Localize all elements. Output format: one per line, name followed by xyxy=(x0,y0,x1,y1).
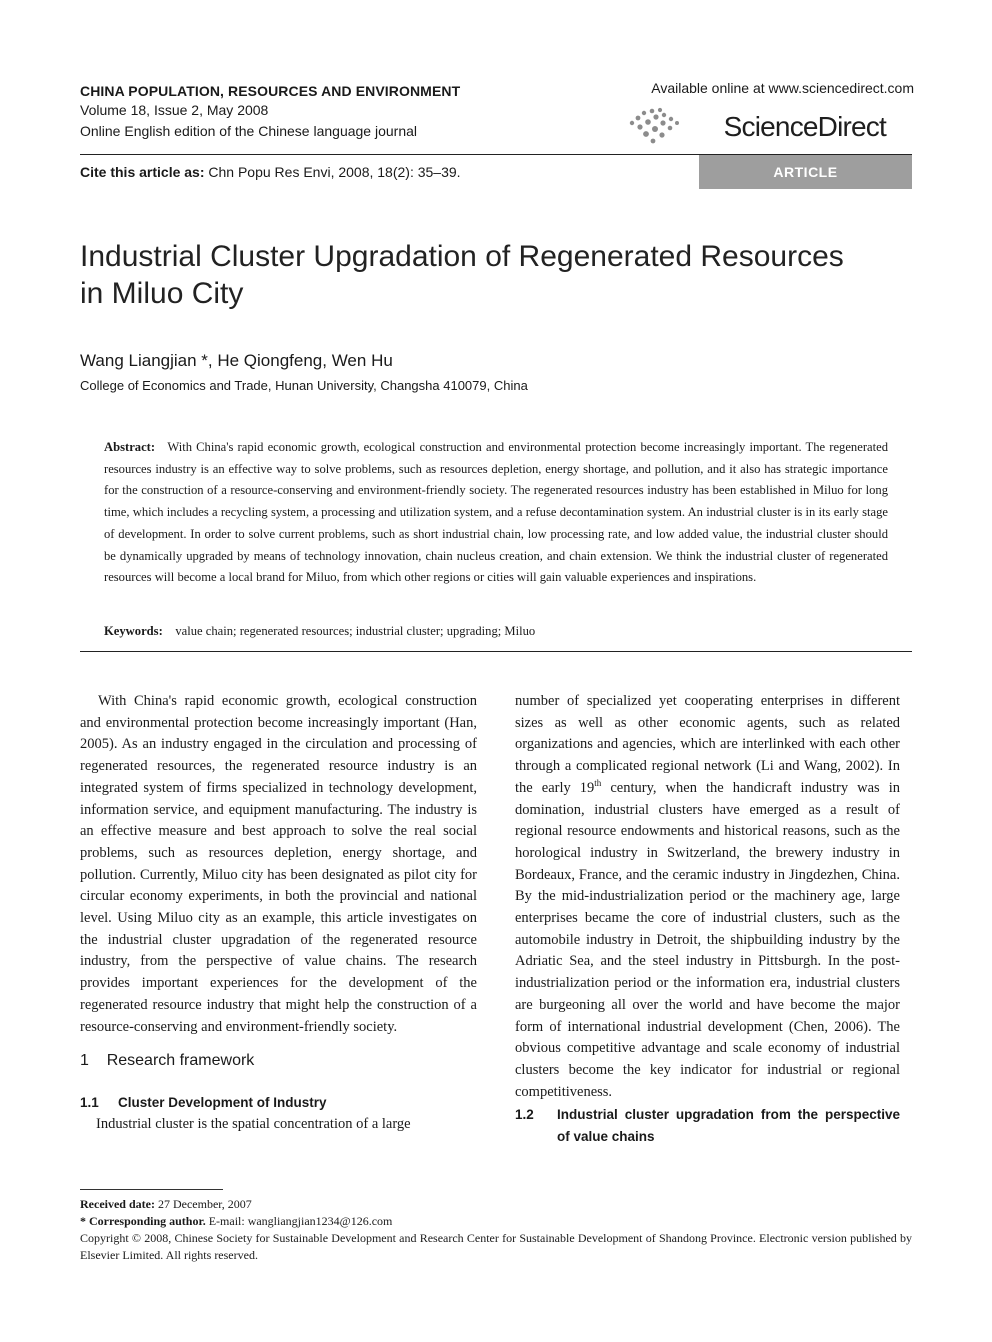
paper-title-line2: in Miluo City xyxy=(80,277,244,310)
corresponding-author xyxy=(80,1213,912,1230)
footnote-divider xyxy=(80,1189,223,1190)
section-1-heading xyxy=(80,1050,477,1072)
copyright-notice: Copyright © 2008, Chinese Society for Sustainable Development and Research Center for Sustainable Development of Shandong Province. Electronic version published by Elsevier Limited. All rights reserved. xyxy=(80,1231,912,1262)
keywords-text: value chain; regenerated resources; industrial cluster; upgrading; Miluo xyxy=(175,624,536,638)
abstract xyxy=(104,437,888,589)
section-1-number: 1 xyxy=(80,1052,89,1070)
sciencedirect-wordmark: ScienceDirect xyxy=(723,111,886,142)
abstract-label: Abstract: xyxy=(104,440,156,454)
authors: Wang Liangjian *, He Qiongfeng, Wen Hu xyxy=(80,351,393,370)
subsection-1-2-heading xyxy=(515,1104,900,1148)
superscript-th: th xyxy=(594,777,602,788)
journal-info xyxy=(80,82,600,142)
section-1-title: Research framework xyxy=(106,1052,255,1070)
citation xyxy=(80,163,461,181)
intro-paragraph: With China's rapid economic growth, ecological construction and environmental protection become increasingly important (Han, 2005). As an industry engaged in the circulation and processing of regenerated resources, the regenerated resource industry is an integrated system of firms specialized in technology development, information service, and equipment manufacturing. The industry is an effective measure and best approach to solve the real social problems, such as resources depletion, energy shortage, and pollution. Currently, Miluo city has been designated as pilot city for circular economy experiments, in both the provincial and national level. Using Miluo city as an example, this article investigates on the industrial cluster upgradation of the regenerated resource industry, from the perspective of value chains. The research provides important experiences for the development of the regenerated resource industry that might help the construction of a resource-conserving and environment-friendly society. xyxy=(80,693,477,1035)
cluster-paragraph-part1: number of specialized yet cooperating enterprises in different sizes as well as other economic agents, such as related organizations and agencies, which are interlinked with each other through a complicated regional network (Li and Wang, 2002). In the early 19 xyxy=(515,693,900,796)
journal-edition: Online English edition of the Chinese language journal xyxy=(80,123,418,139)
footnotes xyxy=(80,1196,912,1264)
corresponding-email[interactable]: E-mail: wangliangjian1234@126.com xyxy=(208,1214,393,1228)
subsection-1-1-text: Industrial cluster is the spatial concentration of a large xyxy=(96,1115,411,1132)
cluster-paragraph-part2: century, when the handicraft industry was in domination, industrial clusters have emerged as a result of regional resource endowments and historical reasons, such as the horological industry in Switzerland, the brewery industry in Bordeaux, France, and the ceramic industry in Jingdezhen, China. By the mid-industrialization period or the machinery age, large enterprises became the core of industrial clusters, such as the automobile industry in Detroit, the shipbuilding industry by the Adriatic Sea, and the steel industry in Pittsburgh. In the post-industrialization period or the information era, industrial clusters are burgeoning all over the world and have become the major form of international industrial development (Chen, 2006). The obvious competitive advantage and scale economy of industrial clusters become the key indicator for industrial or regional competitiveness. xyxy=(515,779,900,1100)
subsection-1-2-number: 1.2 xyxy=(515,1107,534,1123)
sciencedirect-dots-icon xyxy=(626,107,686,147)
received-value: 27 December, 2007 xyxy=(157,1197,252,1211)
journal-volume: Volume 18, Issue 2, May 2008 xyxy=(80,102,269,118)
received-date xyxy=(80,1196,912,1213)
subsection-1-1-number: 1.1 xyxy=(80,1094,99,1110)
keywords xyxy=(104,622,888,640)
paper-title xyxy=(80,238,912,312)
corresponding-label: * Corresponding author. xyxy=(80,1214,206,1228)
abstract-text: With China's rapid economic growth, ecological construction and environmental protection become increasingly important. The regenerated resources industry is an effective way to solve problems, such as resources depletion, energy shortage, and pollution, and it also has strategic importance for the construction of a resource-conserving and environment-friendly society. The regenerated resources industry has been established in Miluo for long time, which includes a recycling system, a processing and utilization system, and a refuse decontamination system. An industrial cluster is in its early stage of development. In order to solve current problems, such as short industrial chain, low processing rate, and low added value, the industrial cluster should be dynamically upgraded by means of technology innovation, chain nucleus creation, and chain extension. We think the industrial cluster of regenerated resources will become a local brand for Miluo, from which other regions or cities will gain valuable experiences and inspirations. xyxy=(104,440,888,585)
cite-text: Chn Popu Res Envi, 2008, 18(2): 35–39. xyxy=(208,164,461,180)
subsection-1-1-heading xyxy=(80,1092,477,1114)
body-left-column xyxy=(80,691,477,1135)
cite-label: Cite this article as: xyxy=(80,164,205,180)
available-online-text[interactable]: Available online at www.sciencedirect.com xyxy=(651,80,914,96)
journal-name: CHINA POPULATION, RESOURCES AND ENVIRONMENT xyxy=(80,83,461,99)
sciencedirect-logo xyxy=(626,107,886,147)
subsection-1-2-title: Industrial cluster upgradation from the perspective of value chains xyxy=(557,1107,900,1145)
received-label: Received date: xyxy=(80,1197,155,1211)
abstract-divider xyxy=(80,651,912,652)
keywords-label: Keywords: xyxy=(104,624,163,638)
cluster-paragraph xyxy=(515,691,900,1103)
affiliation: College of Economics and Trade, Hunan University, Changsha 410079, China xyxy=(80,378,528,393)
body-right-column xyxy=(515,691,900,1148)
subsection-1-1-title: Cluster Development of Industry xyxy=(118,1094,327,1110)
article-type-badge: ARTICLE xyxy=(699,155,912,189)
paper-title-line1: Industrial Cluster Upgradation of Regenerated Resources xyxy=(80,240,844,273)
online-availability xyxy=(600,79,914,142)
